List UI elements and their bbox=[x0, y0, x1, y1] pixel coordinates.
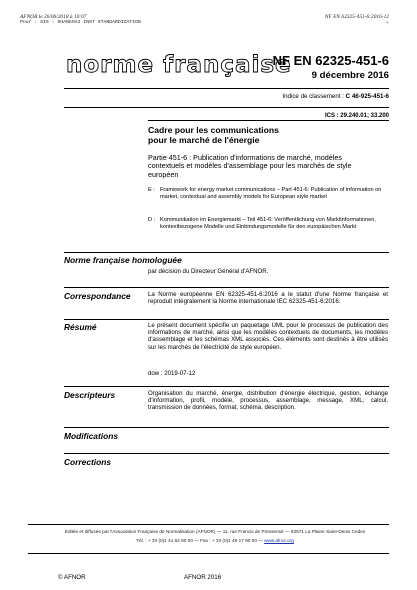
heading-descripteurs: Descripteurs bbox=[64, 390, 116, 400]
lang-code-de: D : bbox=[148, 217, 156, 223]
divider-correspondance bbox=[64, 287, 389, 288]
correspondance-text: La Norme européenne EN 62325-451-6:2016 a le statut d'une Norme française et reproduit intégralement la Norme internationale IEC 62325-451-6:2016. bbox=[148, 291, 388, 306]
header-standard-ref: NF EN 62325-451-6:2016-12 bbox=[324, 14, 389, 20]
descripteurs-text: Organisation du marché, énergie, distribution d'énergie électrique, gestion, échange d'information, profil, modèle, processus, assemblage, message, XML, calcul, transmission de données, format, schéma, description. bbox=[148, 390, 388, 412]
title-line-1: Cadre pour les communications bbox=[148, 125, 279, 135]
copyright-notice: © AFNOR bbox=[58, 574, 86, 581]
publication-date: 9 décembre 2016 bbox=[311, 70, 389, 81]
divider-resume bbox=[64, 319, 389, 320]
afnor-website-link[interactable]: www.afnor.org bbox=[264, 538, 294, 543]
heading-resume: Résumé bbox=[64, 322, 97, 332]
divider-corrections bbox=[64, 453, 389, 454]
divider-top bbox=[64, 88, 389, 89]
divider-classification bbox=[64, 107, 389, 108]
document-title bbox=[148, 125, 378, 145]
heading-correspondance: Correspondance bbox=[64, 291, 131, 301]
ics-codes: ICS : 29.240.01; 33.200 bbox=[324, 113, 389, 119]
publisher-contact bbox=[60, 538, 370, 544]
heading-corrections: Corrections bbox=[64, 457, 112, 467]
classification-label: Indice de classement : bbox=[282, 93, 346, 100]
divider-modifications bbox=[64, 427, 389, 428]
document-subtitle: Partie 451-6 : Publication d'informations de marché, modèles contextuels et modèles d'assemblage pour les marchés de style européen bbox=[148, 153, 352, 179]
classification-value: C 46-925-451-6 bbox=[345, 93, 389, 100]
heading-modifications: Modifications bbox=[64, 431, 118, 441]
translation-english bbox=[148, 187, 388, 209]
lang-code-en: E : bbox=[148, 187, 155, 193]
title-english: Framework for energy market communications – Part 451-6: Publication of information on market, contextual and assembly models for European style market bbox=[160, 187, 382, 200]
classification-index bbox=[282, 93, 389, 101]
dow-date: dow : 2019-07-12 bbox=[148, 370, 196, 377]
resume-text: Le présent document spécifie un paquetage UML pour le processus de publication des informations de marché, ainsi que les modèles contextuels de documents, les modèles d'assemblage et les schémas XML associés. Ces éléments sont destinés à être utilisés sur les marchés de l'électricité de style européen. bbox=[148, 322, 388, 351]
header-mark: + bbox=[385, 20, 389, 26]
divider-homologuee bbox=[64, 252, 389, 253]
heading-homologuee: Norme française homologuée bbox=[64, 255, 182, 265]
standard-number: NF EN 62325-451-6 bbox=[272, 53, 389, 68]
translation-german bbox=[148, 217, 388, 239]
divider-footer bbox=[28, 524, 389, 525]
homologuee-text: par décision du Directeur Général d'AFNOR. bbox=[148, 268, 269, 275]
header-licensee: Pour : SIS - SHANGHAI INST STANDARDIZATION bbox=[20, 20, 141, 25]
publisher-phone-fax: Tél. : + 33 (0)1 41 62 80 00 — Fax : + 33 (0)1 49 17 90 00 — bbox=[136, 538, 265, 543]
divider-footer-bottom bbox=[28, 553, 389, 554]
title-german: Kommunikation im Energiemarkt – Teil 451-6: Veröffentlichung von Marktinformationen, kontextbezogene Modelle und Einbindungsmodelle für den europäischen Markt bbox=[160, 217, 376, 230]
title-line-2: pour le marché de l'énergie bbox=[148, 135, 260, 145]
norme-francaise-logo: norme française bbox=[66, 52, 292, 78]
header-download-info: AFNOR le 26/06/2018 à 10:07 bbox=[20, 14, 87, 20]
divider-descripteurs bbox=[64, 386, 389, 387]
divider-ics bbox=[148, 120, 389, 121]
afnor-year: AFNOR 2016 bbox=[184, 574, 222, 581]
publisher-address: Éditée et diffusée par l'Association Française de Normalisation (AFNOR) — 11, rue Francis de Pressensé — 93571 La Plaine Saint-Denis Cedex bbox=[64, 529, 366, 534]
